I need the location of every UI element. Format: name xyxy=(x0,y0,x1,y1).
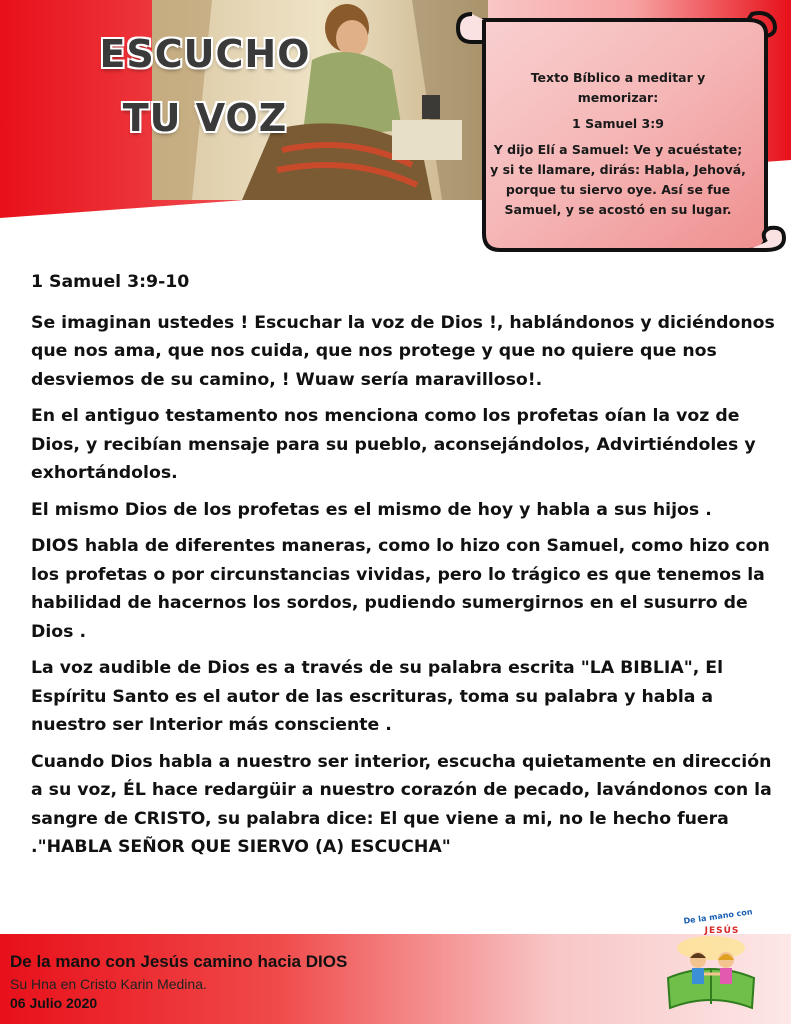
paragraph-2: En el antiguo testamento nos menciona como los profetas oían la voz de Dios, y recibían mensaje para su pueblo, aconsejándolos, Advirtiéndoles y exhortándolos. xyxy=(31,406,756,483)
logo-text: De la mano con xyxy=(682,907,753,926)
title-line-2: TU VOZ xyxy=(122,96,288,140)
ministry-logo xyxy=(656,908,766,1018)
scroll-verse-box xyxy=(490,68,746,226)
paragraph-5: La voz audible de Dios es a través de su palabra escrita "LA BIBLIA", El Espíritu Santo es el autor de las escrituras, toma su palabra y habla a nuestro ser Interior más consciente . xyxy=(31,658,724,735)
scroll-intro: Texto Bíblico a meditar y memorizar: xyxy=(530,70,706,105)
footer-motto: De la mano con Jesús camino hacia DIOS xyxy=(10,952,348,971)
scroll-verse: Y dijo Elí a Samuel: Ve y acuéstate; y si te llamare, dirás: Habla, Jehová, porque tu siervo oye. Así se fue Samuel, y se acostó en su lugar. xyxy=(490,142,746,217)
footer-author: Su Hna en Cristo Karin Medina. xyxy=(10,976,207,992)
devotional-body xyxy=(31,268,776,870)
page-title xyxy=(95,22,315,150)
body-reference: 1 Samuel 3:9-10 xyxy=(31,272,190,292)
paragraph-6: Cuando Dios habla a nuestro ser interior, escucha quietamente en dirección a su voz, ÉL hace redargüir a nuestro corazón de pecado, lavándonos con la sangre de CRISTO, su palabra dice: El que viene a mi, no le hecho fuera ."HABLA SEÑOR QUE SIERVO (A) ESCUCHA" xyxy=(31,751,772,857)
title-line-1: ESCUCHO xyxy=(99,32,311,76)
paragraph-1: Se imaginan ustedes ! Escuchar la voz de Dios !, hablándonos y diciéndonos que nos ama, que nos cuida, que nos protege y que no quiere que nos desviemos de su camino, ! Wuaw sería maravilloso!. xyxy=(31,312,775,390)
footer-date: 06 Julio 2020 xyxy=(10,995,98,1011)
scroll-reference: 1 Samuel 3:9 xyxy=(572,116,664,131)
logo-name: JESÚS xyxy=(704,926,740,936)
header-banner xyxy=(0,0,791,265)
paragraph-4: DIOS habla de diferentes maneras, como lo hizo con Samuel, como hizo con los profetas o por circunstancias vividas, pero lo trágico es que tenemos la habilidad de hacernos los sordos, pudiendo sumergirnos en el susurro de Dios . xyxy=(31,536,770,642)
paragraph-3: El mismo Dios de los profetas es el mismo de hoy y habla a sus hijos . xyxy=(31,499,712,520)
